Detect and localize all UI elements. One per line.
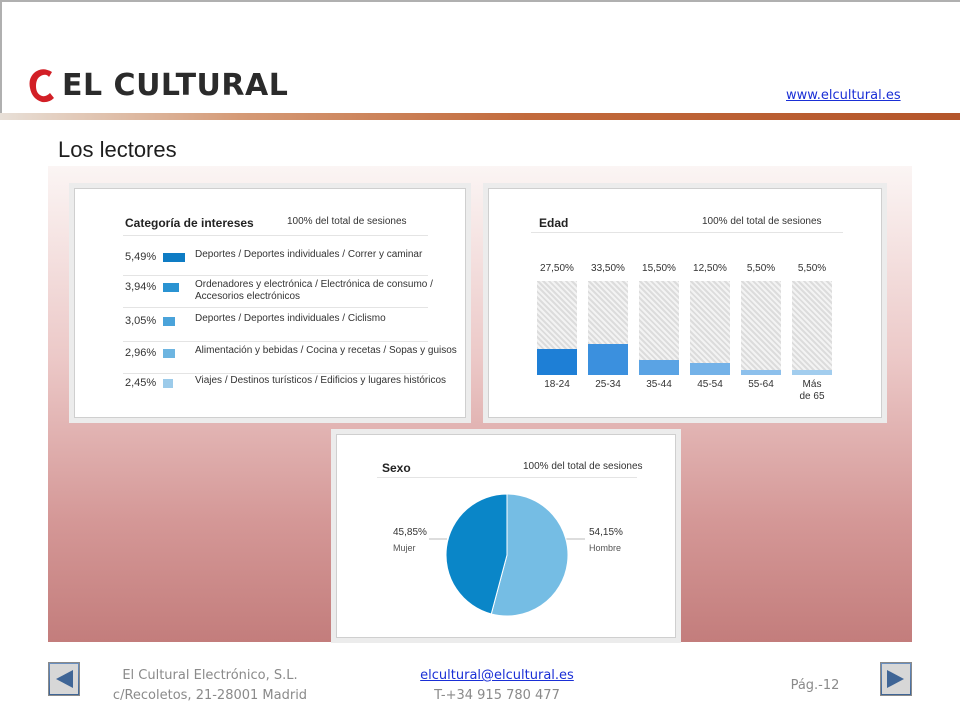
sex-pie-chart <box>337 435 677 639</box>
interest-pct: 5,49% <box>125 251 157 263</box>
interest-bar <box>163 379 173 388</box>
interest-label: Deportes / Deportes individuales / Correr y caminar <box>195 249 423 260</box>
interest-bar <box>163 317 175 326</box>
pie-label-hombre-pct: 54,15% <box>589 527 623 538</box>
age-title: Edad <box>539 216 569 230</box>
age-bar <box>537 349 577 375</box>
interests-title: Categoría de intereses <box>125 216 254 230</box>
pie-label-mujer: Mujer <box>393 543 416 553</box>
age-bar-value: 33,50% <box>591 263 625 274</box>
interest-label: Viajes / Destinos turísticos / Edificios y lugares históricos <box>195 375 447 386</box>
age-bar-value: 12,50% <box>693 263 727 274</box>
sex-subtitle: 100% del total de sesiones <box>523 461 643 472</box>
row-divider <box>123 275 428 276</box>
interest-pct: 2,45% <box>125 377 157 389</box>
age-bar-value: 15,50% <box>642 263 676 274</box>
interest-bar <box>163 283 179 292</box>
footer-contact-block <box>392 666 602 706</box>
interest-pct: 2,96% <box>125 347 157 359</box>
age-card <box>488 188 882 418</box>
sex-card <box>336 434 676 638</box>
interest-label: Ordenadores y electrónica / Electrónica de consumo / Accesorios electrónicos <box>195 279 433 302</box>
interests-subtitle: 100% del total de sesiones <box>287 216 407 227</box>
age-bar-label: Más de 65 <box>799 379 825 402</box>
age-bar-label: 25-34 <box>595 379 621 390</box>
sex-title: Sexo <box>382 461 411 475</box>
age-bar-label: 45-54 <box>697 379 723 390</box>
row-divider <box>123 307 428 308</box>
age-bar-value: 5,50% <box>746 263 776 274</box>
age-bar <box>741 370 781 375</box>
age-bar-label: 35-44 <box>646 379 672 390</box>
interest-row <box>75 373 467 409</box>
age-bar <box>639 360 679 375</box>
age-bar-track <box>537 281 577 375</box>
interest-label: Alimentación y bebidas / Cocina y recetas / Sopas y guisos <box>195 345 457 356</box>
age-bar <box>588 344 628 375</box>
pie-label-mujer-pct: 45,85% <box>393 527 427 538</box>
interests-card <box>74 188 466 418</box>
interest-bar <box>163 349 175 358</box>
website-link[interactable]: www.elcultural.es <box>786 88 901 103</box>
divider <box>531 232 843 233</box>
previous-button[interactable] <box>48 662 80 696</box>
logo-text: EL CULTURAL <box>62 67 289 103</box>
next-button[interactable] <box>880 662 912 696</box>
age-bar <box>792 370 832 375</box>
row-divider <box>123 341 428 342</box>
footer-company: El Cultural Electrónico, S.L. <box>122 668 298 683</box>
age-bar-track <box>639 281 679 375</box>
arrow-right-icon <box>882 664 910 694</box>
interest-row <box>75 277 467 313</box>
age-bar-label: 18-24 <box>544 379 570 390</box>
age-bar-value: 27,50% <box>540 263 574 274</box>
arrow-left-icon <box>50 664 78 694</box>
age-bar-label: 55-64 <box>748 379 774 390</box>
footer-address: c/Recoletos, 21-28001 Madrid <box>112 688 308 703</box>
header-divider <box>0 113 960 120</box>
interest-row <box>75 311 467 347</box>
age-bar-track <box>792 281 832 375</box>
age-bar <box>690 363 730 375</box>
age-bar-track <box>690 281 730 375</box>
age-bar-value: 5,50% <box>797 263 827 274</box>
interest-label: Deportes / Deportes individuales / Ciclismo <box>195 313 386 324</box>
age-bar-track <box>588 281 628 375</box>
interest-bar <box>163 253 185 262</box>
interest-pct: 3,94% <box>125 281 157 293</box>
footer-email-link[interactable]: elcultural@elcultural.es <box>420 668 574 683</box>
page-title: Los lectores <box>58 137 177 162</box>
age-subtitle: 100% del total de sesiones <box>702 216 822 227</box>
logo-icon <box>28 66 56 104</box>
divider <box>123 235 428 236</box>
age-bar-track <box>741 281 781 375</box>
logo[interactable] <box>28 66 288 104</box>
pie-label-hombre: Hombre <box>589 543 622 553</box>
interest-pct: 3,05% <box>125 315 157 327</box>
footer-company-block <box>100 666 320 706</box>
page-number: Pág.-12 <box>790 678 840 693</box>
footer-phone: T-+34 915 780 477 <box>434 688 560 703</box>
